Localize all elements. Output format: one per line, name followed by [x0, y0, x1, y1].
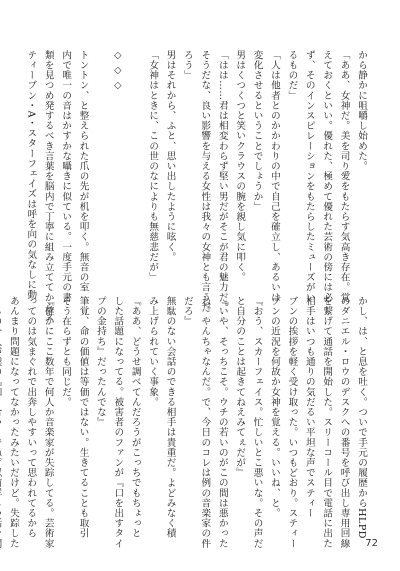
lower-text-line: プの金持ち』だったんでな』: [94, 296, 106, 428]
lower-text-line: ブンの近況を何故か女神を覚える。いいね、と。: [268, 296, 280, 519]
upper-text-line: 「ああ、女神だ。美を司り愛をもたらす気高き存在。覚: [338, 50, 350, 303]
lower-text-line: 相手はいつも通りの気だるい平坦な声でスティー: [303, 296, 315, 519]
upper-text-block: [22, 50, 370, 323]
upper-text-line: ◇ ◇ ◇: [112, 50, 124, 92]
upper-text-line: から静かに咀嚼し始めた。: [356, 50, 367, 172]
lower-text-line: 『いや、そっちこそ。ウチの若いのがこの間は悪かった: [216, 296, 228, 549]
lower-text-line: そう在らずとも同じだ。: [60, 296, 72, 408]
lower-text-line: を繋げて通話を開始した。スリーコール目で電話に出た: [321, 296, 333, 549]
lower-text-line: 『おう、スカーフェイス。忙しいとこ悪いな。その声だ: [251, 296, 263, 549]
upper-text-line: 「人は他者とのかかわりの中で自己を確立し、あるいは: [268, 50, 280, 303]
upper-text-line: ティーブン・A・スターフェイズは呼を向の気なしに動: [25, 50, 37, 300]
lower-text-line: ね。やんちゃなんだ。で、今日のコレは例の音楽家の件: [199, 296, 211, 549]
lower-text-line: した話題になってる。被害者のファンが『口を出すタイ: [112, 296, 124, 549]
upper-text-line: トントン、と整えられた爪の先が机を叩く。無音の室: [77, 50, 89, 293]
lower-text-line: 筆覚、命の価値は等価ではない。生きてることも取引: [77, 296, 89, 539]
upper-text-line: 「はは……君は相変わらず堅い男だがそこが君の魅力だ。: [216, 50, 228, 313]
lower-text-line: 無駄のない会話のできる相手は貴重だ。よどみなく積: [164, 296, 176, 539]
upper-text-line: 類を見つめ発するべき言葉を脳内で丁寧に組み立ててからス: [42, 50, 54, 323]
lower-text-line: み上げられていく事象。: [147, 296, 159, 408]
upper-text-line: そうだな、良い影響を与える女性は我々の女神とも言うだ: [199, 50, 211, 313]
upper-text-line: ず、そのインスピレーションをもたらしたミューズがい: [303, 50, 315, 303]
upper-text-line: [92, 50, 109, 282]
lower-text-line: 『確かにここ数年で何人か音楽家が失踪してる。芸術家: [42, 296, 54, 549]
page-number: 72: [365, 538, 378, 549]
upper-text-line: 男はくつくつと笑いクラウスの腕を親し気に叩く。: [234, 50, 246, 283]
upper-text-line: るものだ」: [286, 50, 298, 101]
lower-text-line: だろ』: [181, 296, 193, 327]
upper-text-line: えておくといい。優れた、極めて優れた芸術の傍には必: [321, 50, 333, 303]
upper-text-line: ろう」: [181, 50, 193, 81]
upper-text-line: 男はそれから、ふと、思い出したように呟く。: [164, 50, 176, 263]
upper-text-line: [126, 50, 143, 282]
lower-text-line: ってのは気まぐれで出奔しやすいって思われてるから: [25, 296, 37, 539]
upper-text-line: 内で唯一の音はかすかな囁きに似ている。一度手元の書: [60, 50, 72, 303]
lower-text-line: と自分のことは起きてねえみてぇだが』: [234, 296, 246, 478]
lower-text-line: のダニエル・ロウのデスクへの番号を呼び出し専用回線: [338, 296, 350, 549]
lower-text-block: [0, 296, 370, 549]
upper-text-line: 変化させるということでしょうか」: [251, 50, 263, 212]
lower-text-line: あんまり問題になってなかったみたいだけど。失踪した: [7, 296, 19, 549]
lower-text-line: かし、は、と息を吐く。ついで手元の履歴からHLPD: [356, 296, 367, 539]
upper-text-line: 「女神はときに、この世のなによりも無慈悲だが」: [147, 50, 159, 283]
lower-text-line: ブンの挨拶を軽く受け取った。いつもどおり。スティー: [286, 296, 298, 549]
lower-text-line: [0, 296, 4, 528]
lower-text-line: 『ああ、どうせ調べてんだろうがこっちでもちょっと: [129, 296, 141, 539]
